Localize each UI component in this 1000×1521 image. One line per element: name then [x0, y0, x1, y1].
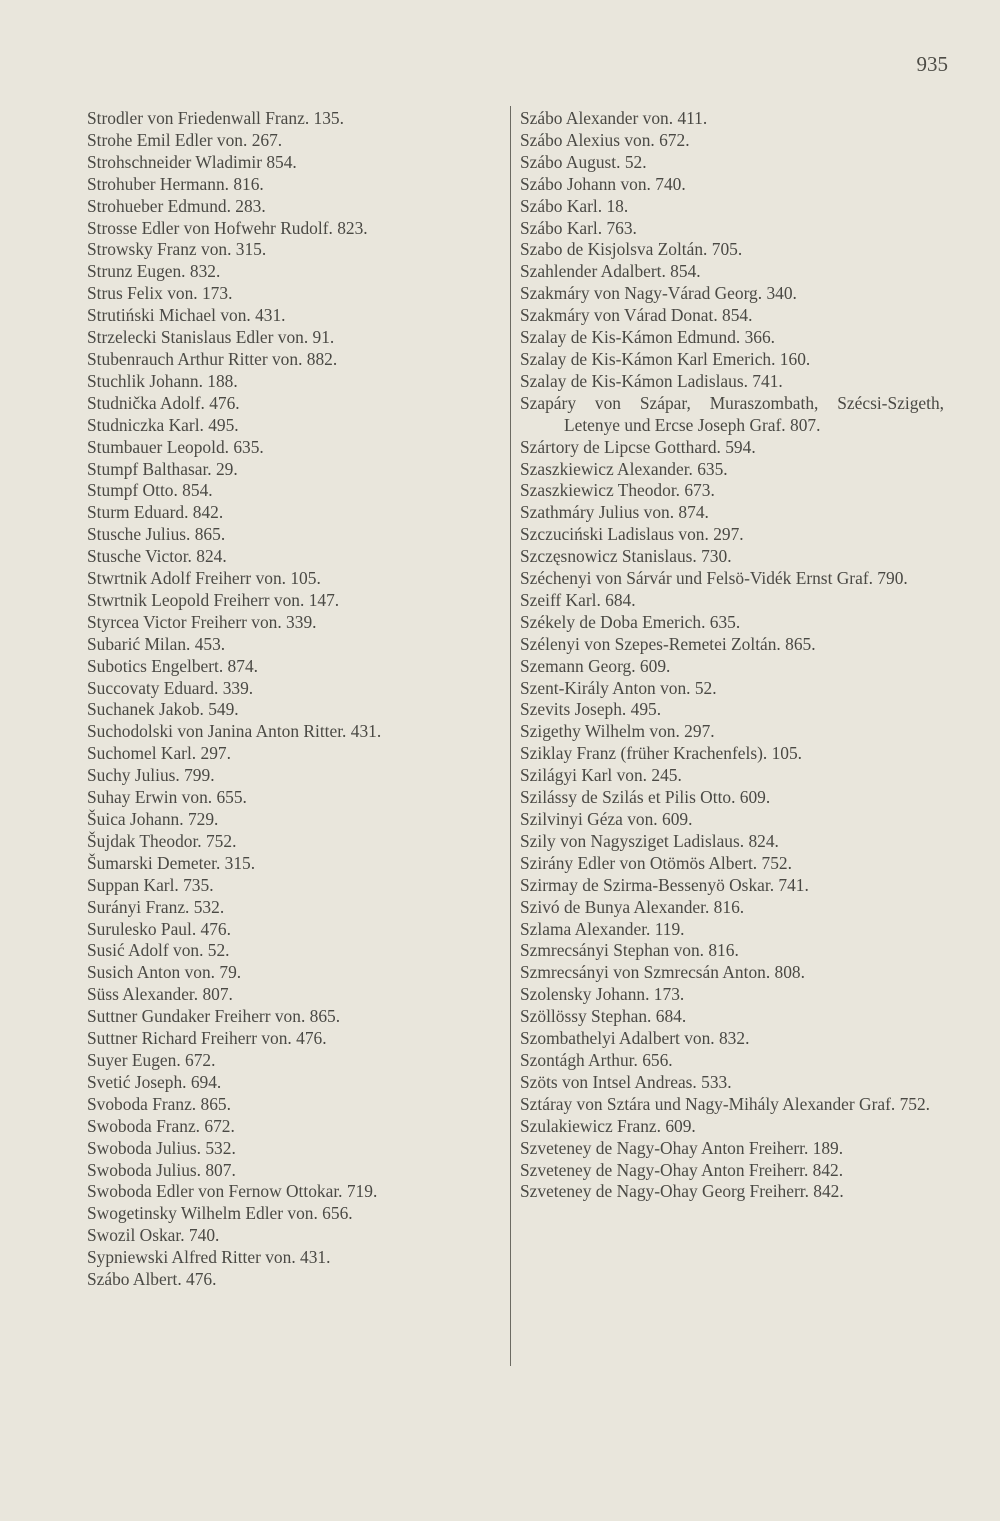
index-entry: Styrcea Victor Freiherr von. 339. [87, 611, 317, 632]
index-entry: Strohueber Edmund. 283. [87, 195, 266, 216]
index-entry: Szábo Alexander von. 411. [520, 108, 708, 128]
index-entry: Strohuber Hermann. 816. [87, 173, 264, 194]
index-entry: Szábo August. 52. [520, 151, 647, 172]
index-entry: Swoboda Julius. 807. [87, 1159, 236, 1180]
index-entry: Szathmáry Julius von. 874. [520, 502, 709, 523]
index-entry: Szeiff Karl. 684. [520, 589, 636, 610]
index-entry: Swozil Oskar. 740. [87, 1225, 220, 1246]
index-entry: Szily von Nagysziget Ladislaus. 824. [520, 830, 779, 851]
index-entry: Strosse Edler von Hofwehr Rudolf. 823. [87, 217, 368, 238]
index-entry: Svoboda Franz. 865. [87, 1093, 231, 1114]
index-entry: Swogetinsky Wilhelm Edler von. 656. [87, 1203, 353, 1224]
index-entry: Szveteney de Nagy-Ohay Anton Freiherr. 842. [520, 1159, 844, 1180]
index-entry: Szábo Albert. 476. [87, 1269, 217, 1290]
index-entry: Szöllössy Stephan. 684. [520, 1006, 687, 1027]
index-entry: Szahlender Adalbert. 854. [520, 261, 701, 282]
index-entry: Suchomel Karl. 297. [87, 743, 231, 764]
index-entry: Swoboda Edler von Fernow Ottokar. 719. [87, 1181, 378, 1202]
index-entry: Susich Anton von. 79. [87, 962, 242, 983]
index-entry: Stumpf Otto. 854. [87, 480, 213, 501]
index-entry: Szalay de Kis-Kámon Edmund. 366. [520, 327, 776, 348]
index-entry: Szábo Johann von. 740. [520, 173, 686, 194]
index-entry: Surulesko Paul. 476. [87, 918, 231, 939]
index-entry: Szalay de Kis-Kámon Ladislaus. 741. [520, 370, 783, 391]
index-entry: Stusche Victor. 824. [87, 546, 227, 567]
index-entry: Székely de Doba Emerich. 635. [520, 611, 741, 632]
index-entry: Szábo Karl. 18. [520, 195, 629, 216]
index-entry: Szlama Alexander. 119. [520, 918, 685, 939]
index-entry: Suppan Karl. 735. [87, 874, 214, 895]
index-entry: Szélenyi von Szepes-Remetei Zoltán. 865. [520, 633, 816, 654]
index-entry: Suhay Erwin von. 655. [87, 787, 247, 808]
index-entry: Szöts von Intsel Andreas. 533. [520, 1071, 732, 1092]
index-entry: Sztáray von Sztára und Nagy-Mihály Alexander Graf. 752. [520, 1093, 931, 1114]
page-number: 935 [916, 52, 948, 76]
index-column-left [87, 108, 497, 1291]
index-entry: Szulakiewicz Franz. 609. [520, 1115, 696, 1136]
index-entry: Succovaty Eduard. 339. [87, 677, 254, 698]
index-entry: Suyer Eugen. 672. [87, 1049, 216, 1070]
index-entry: Széchenyi von Sárvár und Felsö-Vidék Ernst Graf. 790. [520, 568, 908, 589]
index-entry: Szaszkiewicz Theodor. 673. [520, 480, 715, 501]
index-entry: Surányi Franz. 532. [87, 896, 225, 917]
index-entry: Szirmay de Szirma-Bessenyö Oskar. 741. [520, 874, 809, 895]
index-entry: Stusche Julius. 865. [87, 524, 226, 545]
index-entry: Szombathelyi Adalbert von. 832. [520, 1028, 750, 1049]
index-entry: Stubenrauch Arthur Ritter von. 882. [87, 348, 338, 369]
index-entry: Szivó de Bunya Alexander. 816. [520, 896, 745, 917]
index-entry: Stumpf Balthasar. 29. [87, 458, 238, 479]
index-entry: Szmrecsányi Stephan von. 816. [520, 940, 739, 961]
index-entry: Suchanek Jakob. 549. [87, 699, 239, 720]
index-entry: Szczuciński Ladislaus von. 297. [520, 524, 744, 545]
index-entry: Studniczka Karl. 495. [87, 414, 239, 435]
index-entry: Suchodolski von Janina Anton Ritter. 431. [87, 721, 382, 742]
index-column-right [520, 108, 944, 1203]
index-entry: Stwrtnik Leopold Freiherr von. 147. [87, 589, 340, 610]
index-entry: Szilágyi Karl von. 245. [520, 765, 682, 786]
index-entry: Susić Adolf von. 52. [87, 940, 230, 961]
index-entry: Szábo Karl. 763. [520, 217, 637, 238]
index-entry: Stuchlik Johann. 188. [87, 370, 238, 391]
index-entry: Stwrtnik Adolf Freiherr von. 105. [87, 568, 321, 589]
index-entry: Studnička Adolf. 476. [87, 392, 240, 413]
index-entry: Suchy Julius. 799. [87, 765, 215, 786]
index-entry: Szigethy Wilhelm von. 297. [520, 721, 715, 742]
index-entry: Szirány Edler von Otömös Albert. 752. [520, 852, 792, 873]
index-entry: Szabo de Kisjolsva Zoltán. 705. [520, 239, 743, 260]
index-entry: Šujdak Theodor. 752. [87, 830, 237, 851]
index-entry: Swoboda Franz. 672. [87, 1115, 235, 1136]
index-entry: Szalay de Kis-Kámon Karl Emerich. 160. [520, 348, 811, 369]
index-entry: Šumarski Demeter. 315. [87, 852, 256, 873]
index-entry: Szemann Georg. 609. [520, 655, 671, 676]
index-entry: Subotics Engelbert. 874. [87, 655, 258, 676]
index-entry: Sypniewski Alfred Ritter von. 431. [87, 1247, 331, 1268]
index-entry: Szakmáry von Várad Donat. 854. [520, 305, 753, 326]
index-entry: Stumbauer Leopold. 635. [87, 436, 264, 457]
index-entry: Szakmáry von Nagy-Várad Georg. 340. [520, 283, 797, 304]
index-entry: Strohschneider Wladimir 854. [87, 151, 297, 172]
index-entry: Strunz Eugen. 832. [87, 261, 221, 282]
index-entry: Strus Felix von. 173. [87, 283, 233, 304]
index-entry: Svetić Joseph. 694. [87, 1071, 222, 1092]
index-entry: Strohe Emil Edler von. 267. [87, 129, 283, 150]
column-divider [510, 106, 511, 1366]
index-entry: Szczęsnowicz Stanislaus. 730. [520, 546, 732, 567]
index-entry: Szmrecsányi von Szmrecsán Anton. 808. [520, 962, 805, 983]
index-entry: Swoboda Julius. 532. [87, 1137, 236, 1158]
index-entry: Šuica Johann. 729. [87, 809, 219, 829]
index-entry: Szolensky Johann. 173. [520, 984, 685, 1005]
index-entry: Szveteney de Nagy-Ohay Anton Freiherr. 189. [520, 1137, 844, 1158]
index-entry: Szábo Alexius von. 672. [520, 129, 690, 150]
index-entry: Suttner Gundaker Freiherr von. 865. [87, 1006, 341, 1027]
index-entry: Szilvinyi Géza von. 609. [520, 809, 693, 829]
index-entry: Süss Alexander. 807. [87, 984, 233, 1005]
index-entry: Szapáry von Szápar, Muraszombath, Szécsi-Szigeth, Letenye und Ercse Joseph Graf. 807. [520, 392, 944, 435]
index-entry: Strodler von Friedenwall Franz. 135. [87, 108, 344, 128]
index-entry: Suttner Richard Freiherr von. 476. [87, 1028, 327, 1049]
index-entry: Szveteney de Nagy-Ohay Georg Freiherr. 842. [520, 1181, 844, 1202]
index-entry: Szaszkiewicz Alexander. 635. [520, 458, 728, 479]
index-entry: Szártory de Lipcse Gotthard. 594. [520, 436, 756, 457]
index-entry: Szontágh Arthur. 656. [520, 1049, 673, 1070]
index-entry: Szilássy de Szilás et Pilis Otto. 609. [520, 787, 771, 808]
index-entry: Szevits Joseph. 495. [520, 699, 662, 720]
index-entry: Strzelecki Stanislaus Edler von. 91. [87, 327, 335, 348]
index-entry: Sziklay Franz (früher Krachenfels). 105. [520, 743, 803, 764]
index-entry: Strowsky Franz von. 315. [87, 239, 267, 260]
index-entry: Strutiński Michael von. 431. [87, 305, 286, 326]
index-entry: Szent-Király Anton von. 52. [520, 677, 717, 698]
index-entry: Sturm Eduard. 842. [87, 502, 224, 523]
index-entry: Subarić Milan. 453. [87, 633, 226, 654]
